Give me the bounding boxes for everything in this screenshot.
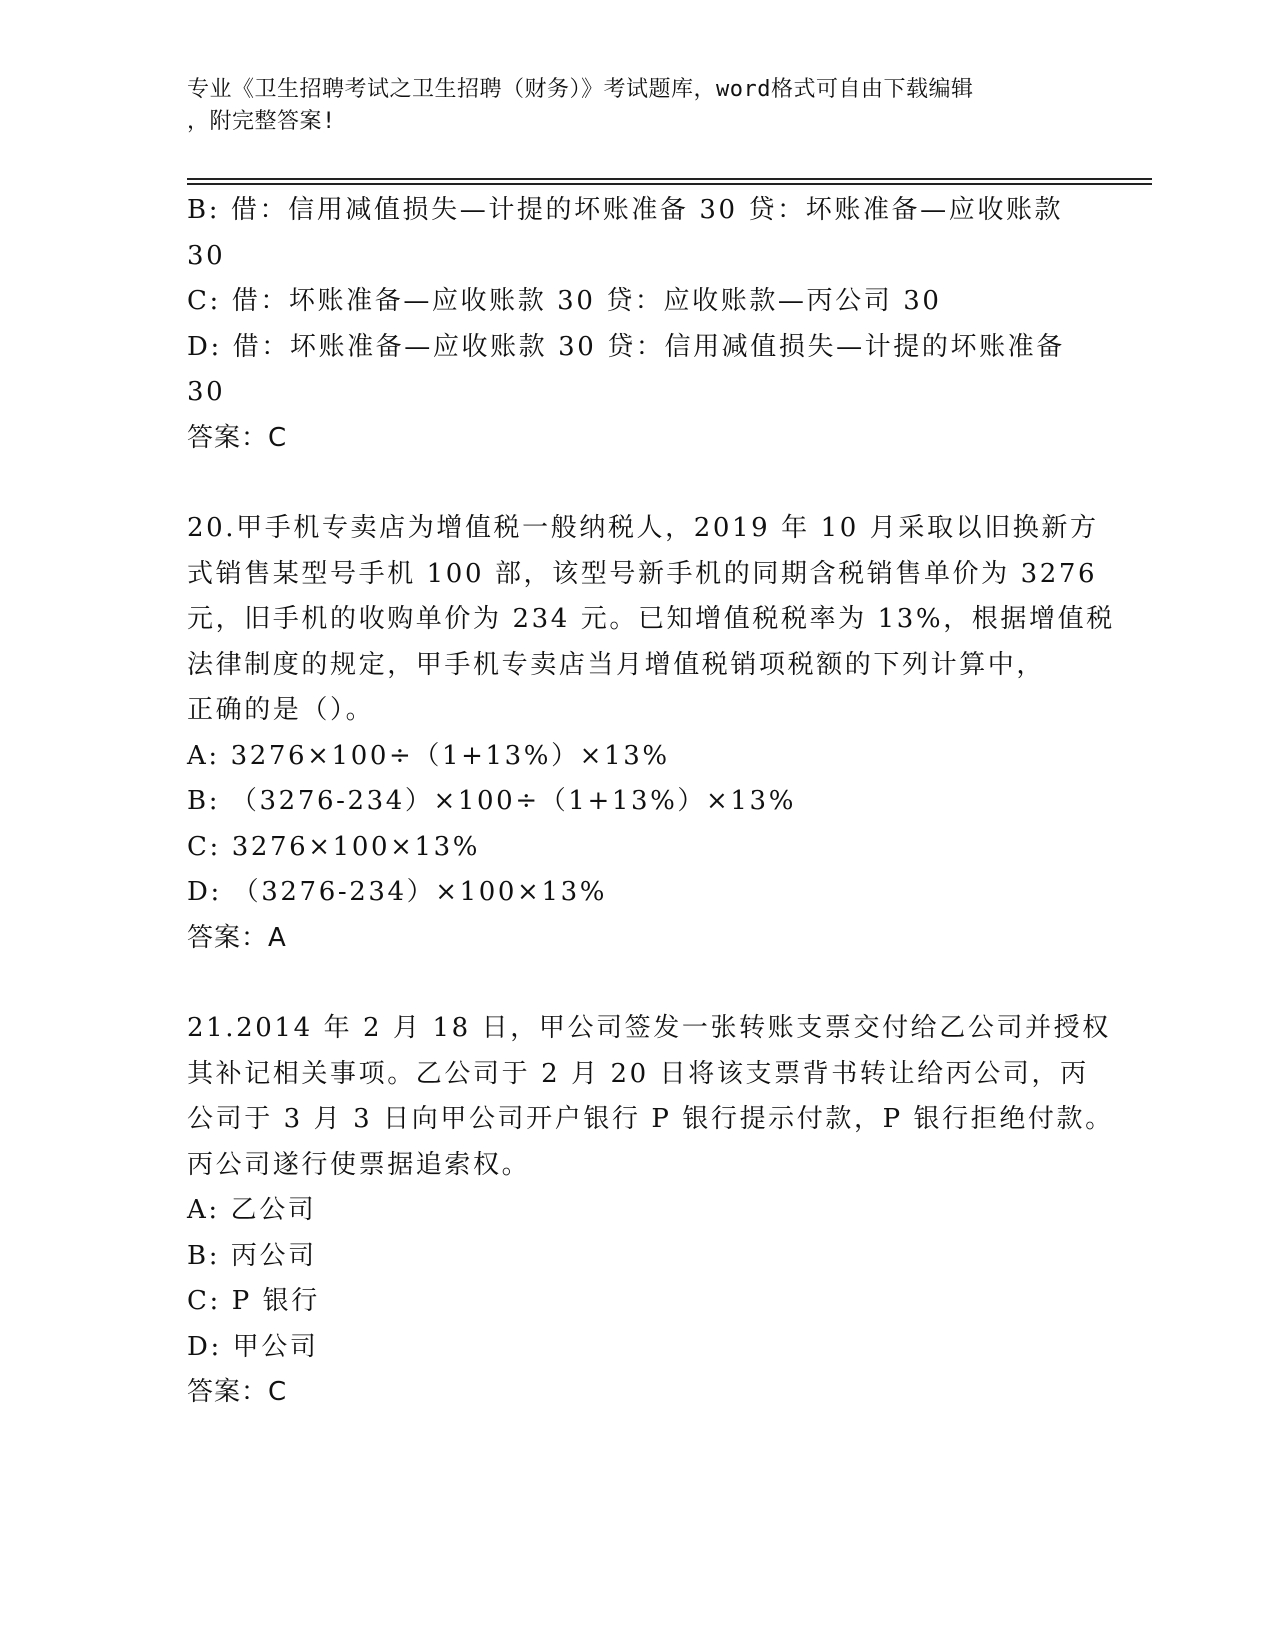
question-stem-line: 20.甲手机专卖店为增值税一般纳税人，2019 年 10 月采取以旧换新方 <box>187 513 1099 543</box>
option-b-line-1: B: 借：信用减值损失—计提的坏账准备 30 贷：坏账准备—应收账款 <box>187 195 1064 225</box>
option-b-line-2: 30 <box>187 240 226 271</box>
option-c: C: 借：坏账准备—应收账款 30 贷：应收账款—丙公司 30 <box>187 286 942 316</box>
option-a: A: 3276×100÷（1+13%）×13% <box>187 740 670 771</box>
header-line-2: ，附完整答案! <box>187 109 336 134</box>
question-stem-line: 正确的是（）。 <box>187 695 375 725</box>
option-b: B: （3276-234）×100÷（1+13%）×13% <box>187 786 796 816</box>
header-divider-top <box>187 178 1152 180</box>
question-stem-line: 元，旧手机的收购单价为 234 元。已知增值税税率为 13%，根据增值税 <box>187 604 1115 634</box>
question-stem-line: 法律制度的规定，甲手机专卖店当月增值税销项税额的下列计算中， <box>187 649 1046 680</box>
document-body <box>187 188 1115 1416</box>
question-stem-line: 丙公司遂行使票据追索权。 <box>187 1149 531 1180</box>
option-c: C: P 银行 <box>187 1286 320 1316</box>
answer: 答案：A <box>187 922 287 953</box>
question-stem-line: 公司于 3 月 3 日向甲公司开户银行 P 银行提示付款，P 银行拒绝付款。 <box>187 1104 1114 1134</box>
option-d-line-2: 30 <box>187 377 226 407</box>
question-stem-line: 21.2014 年 2 月 18 日，甲公司签发一张转账支票交付给乙公司并授权 <box>187 1013 1111 1043</box>
question-stem-line: 其补记相关事项。乙公司于 2 月 20 日将该支票背书转让给丙公司，丙 <box>187 1058 1089 1089</box>
header-divider-bottom <box>187 183 1152 185</box>
answer: 答案：C <box>187 422 288 453</box>
question-stem-line: 式销售某型号手机 100 部，该型号新手机的同期含税销售单价为 3276 <box>187 558 1098 589</box>
answer: 答案：C <box>187 1377 288 1407</box>
option-d: D: （3276-234）×100×13% <box>187 877 608 907</box>
question-20 <box>187 506 1115 961</box>
option-c: C: 3276×100×13% <box>187 831 481 862</box>
option-a: A: 乙公司 <box>187 1195 317 1225</box>
header-line-1: 专业《卫生招聘考试之卫生招聘（财务）》考试题库，word格式可自由下载编辑 <box>187 77 974 102</box>
option-d: D: 甲公司 <box>187 1331 319 1362</box>
question-21 <box>187 1006 1114 1416</box>
option-b: B: 丙公司 <box>187 1240 317 1271</box>
option-d-line-1: D: 借：坏账准备—应收账款 30 贷：信用减值损失—计提的坏账准备 <box>187 331 1065 362</box>
question-block-previous <box>187 188 1087 461</box>
document-header <box>187 74 1067 138</box>
